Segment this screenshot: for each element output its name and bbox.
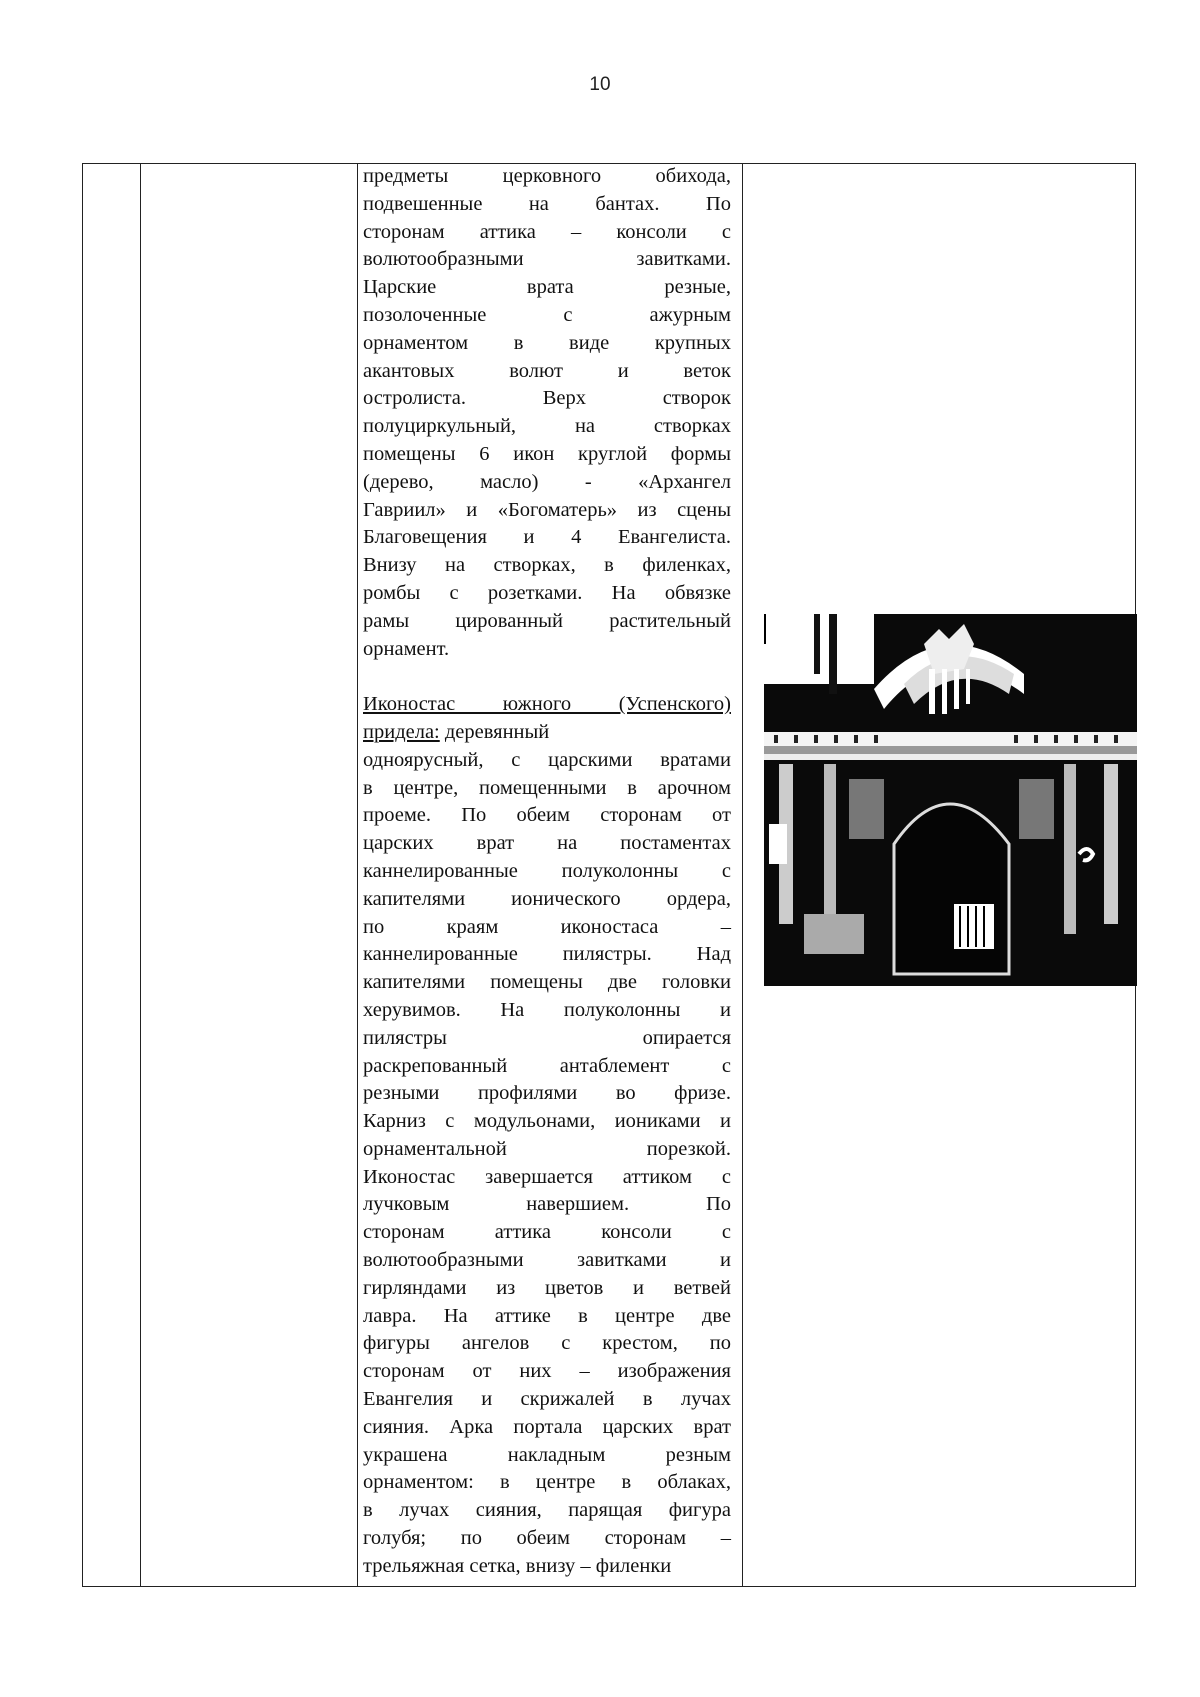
- text-line: [363, 719, 731, 747]
- text-line: орнаментом: в центре в облаках,: [363, 1471, 731, 1494]
- text-line: голубя; по обеим сторонам –: [363, 1527, 731, 1550]
- text-line: каннелированные пилястры. Над: [363, 943, 731, 966]
- text-line: рамы цированный растительный: [363, 609, 731, 632]
- text-line: помещены 6 икон круглой формы: [363, 442, 731, 465]
- text-line: лавра. На аттике в центре две: [363, 1304, 731, 1327]
- text-line: фигуры ангелов с крестом, по: [363, 1332, 731, 1355]
- paragraph-body: [363, 747, 731, 1581]
- text-line: гирляндами из цветов и ветвей: [363, 1276, 731, 1299]
- text-line: херувимов. На полуколонны и: [363, 998, 731, 1021]
- text-line: трельяжная сетка, внизу – филенки: [363, 1554, 672, 1577]
- text-line: по краям иконостаса –: [363, 915, 731, 938]
- text-line: Благовещения и 4 Евангелиста.: [363, 526, 731, 549]
- text-line: в лучах сияния, парящая фигура: [363, 1499, 731, 1522]
- text-line: сторонам от них – изображения: [363, 1360, 731, 1383]
- text-line: орнаментом в виде крупных: [363, 331, 731, 354]
- column-divider: [742, 164, 743, 1586]
- text-line: каннелированные полуколонны с: [363, 859, 731, 882]
- paragraph-royal-doors: [363, 163, 731, 663]
- text-line: царских врат на постаментах: [363, 832, 731, 855]
- text-line: предметы церковного обихода,: [363, 165, 731, 187]
- section-heading-line: [363, 691, 731, 719]
- text-line: акантовых волют и веток: [363, 359, 731, 382]
- paragraph-south-chapel: [363, 691, 731, 1581]
- text-line: раскрепованный антаблемент с: [363, 1054, 731, 1077]
- text-line: украшена накладным резным: [363, 1443, 731, 1466]
- text-line: лучковым навершием. По: [363, 1193, 731, 1216]
- text-line: Внизу на створках, в филенках,: [363, 554, 731, 577]
- text-line: сторонам аттика консоли с: [363, 1221, 731, 1244]
- text-line: проеме. По обеим сторонам от: [363, 804, 731, 827]
- text-line: в центре, помещенными в арочном: [363, 776, 731, 799]
- text-line: сияния. Арка портала царских врат: [363, 1415, 731, 1438]
- column-divider: [357, 164, 358, 1586]
- text-line: капителями ионического ордера,: [363, 887, 731, 910]
- iconostasis-photo: [764, 614, 1137, 986]
- iconostasis-description: [363, 163, 731, 1581]
- text-line: подвешенные на бантах. По: [363, 192, 731, 215]
- text-line: одноярусный, с царскими вратами: [363, 748, 731, 771]
- section-heading: Иконостас южного (Успенского): [363, 693, 731, 716]
- paragraph-gap: [363, 663, 731, 691]
- text-line: Иконостас завершается аттиком с: [363, 1165, 731, 1188]
- text-line: сторонам аттика – консоли с: [363, 220, 731, 243]
- section-heading-end: придела:: [363, 720, 440, 743]
- heading-continuation: деревянный: [439, 720, 550, 743]
- text-line: Царские врата резные,: [363, 276, 731, 299]
- text-line: орнамент.: [363, 637, 450, 660]
- text-line: Евангелия и скрижалей в лучах: [363, 1388, 731, 1411]
- text-line: (дерево, масло) - «Архангел: [363, 470, 731, 493]
- text-line: волютообразными завитками и: [363, 1249, 731, 1272]
- text-line: Карниз с модульонами, иониками и: [363, 1110, 731, 1133]
- text-line: пилястры опирается: [363, 1026, 731, 1049]
- text-line: позолоченные с ажурным: [363, 303, 731, 326]
- text-line: ромбы с розетками. На обвязке: [363, 581, 731, 604]
- text-line: капителями помещены две головки: [363, 971, 731, 994]
- page-number: 10: [589, 74, 611, 95]
- text-line: Гавриил» и «Богоматерь» из сцены: [363, 498, 731, 521]
- column-divider: [140, 164, 141, 1586]
- text-line: полуциркульный, на створках: [363, 415, 731, 438]
- text-line: орнаментальной порезкой.: [363, 1137, 731, 1160]
- text-line: волютообразными завитками.: [363, 248, 731, 271]
- text-line: резными профилями во фризе.: [363, 1082, 731, 1105]
- text-line: остролиста. Верх створок: [363, 387, 731, 410]
